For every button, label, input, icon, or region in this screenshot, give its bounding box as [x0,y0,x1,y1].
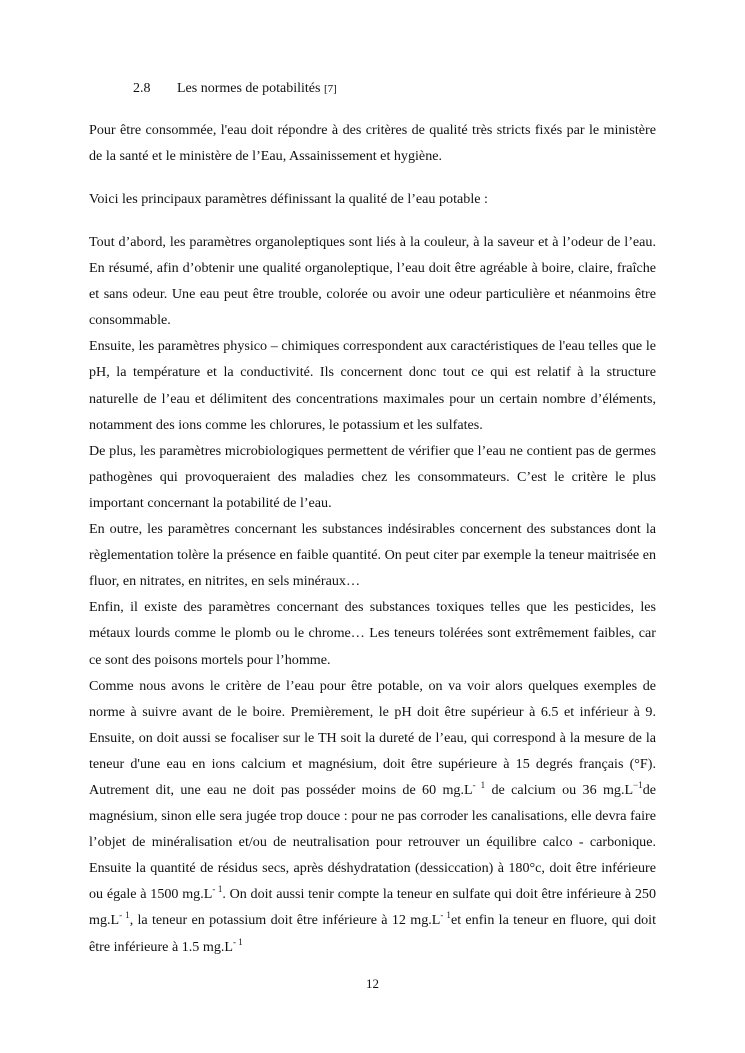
paragraph-lead: Voici les principaux paramètres définissant la qualité de l’eau potable : [89,191,488,207]
page-number: 12 [366,976,379,991]
unit-exponent: - 1 [233,936,243,947]
paragraph-physico-chemical: Ensuite, les paramètres physico – chimiques correspondent aux caractéristiques de l'eau telles que le pH, la température et la conductivité. Ils concernent donc tout ce qui est relatif à la structure naturelle de l’eau et délimitent des concentrations maximales pour un certain nombre d’éléments, notamment des ions comme les chlorures, le potassium et les sulfates. [89,338,656,433]
norms-text-5: , la teneur en potassium doit être inférieure à 12 mg.L [129,912,441,929]
norms-text-2: de calcium ou 36 mg.L [485,781,634,798]
norms-text-1: Comme nous avons le critère de l’eau pour être potable, on va voir alors quelques exemples de norme à suivre avant de le boire. Premièrement, le pH doit être supérieur à 6.5 et inférieur à 9. Ensuite, on doit aussi se focaliser sur le TH soit la dureté de l’eau, qui correspond à la mesure de la teneur d'une eau en ions calcium et magnésium, doit être supérieure à 15 degrés français (°F). Autrement dit, une eau ne doit pas posséder moins de 60 mg.L [89,677,656,798]
section-heading [133,80,337,98]
unit-exponent: −1 [633,779,643,790]
unit-exponent: - 1 [472,779,486,790]
section-title: Les normes de potabilités [177,81,321,96]
paragraph-toxic: Enfin, il existe des paramètres concernant des substances toxiques telles que les pesticides, les métaux lourds comme le plomb ou le chrome… Les teneurs tolérées sont extrêmement faibles, car ce sont des poisons mortels pour l’homme. [89,599,656,668]
norms-text-4: . On doit aussi tenir compte la teneur en sulfate qui doit être inférieure à 250 mg.L [89,886,657,929]
norms-text-6: et enfin la teneur en fluore, qui doit être inférieure à 1.5 mg.L [89,912,656,955]
unit-exponent: - 1 [119,910,130,921]
lead-block [89,186,656,212]
paragraph-undesirable: En outre, les paramètres concernant les substances indésirables concernent des substances dont la règlementation tolère la présence en faible quantité. On peut citer par exemple la teneur maitrisée en fluor, en nitrates, en nitrites, en sels minéraux… [89,521,656,590]
paragraph-microbiological: De plus, les paramètres microbiologiques permettent de vérifier que l’eau ne contient pas de germes pathogènes qui provoqueraient des maladies chez les consommateurs. C’est le critère le plus important concernant la potabilité de l’eau. [89,442,656,511]
paragraph-norms [89,673,656,960]
paragraph-organoleptic: Tout d’abord, les paramètres organoleptiques sont liés à la couleur, à la saveur et à l’odeur de l’eau. En résumé, afin d’obtenir une qualité organoleptique, l’eau doit être agréable à boire, claire, fraîche et sans odeur. Une eau peut être trouble, colorée ou avoir une odeur particulière et néanmoins être consommable. [89,234,656,329]
section-number: 2.8 [133,81,151,96]
paragraph-intro: Pour être consommée, l'eau doit répondre à des critères de qualité très stricts fixés par le ministère de la santé et le ministère de l’Eau, Assainissement et hygiène. [89,122,656,165]
intro-block [89,117,656,169]
norms-text-3: de magnésium, sinon elle sera jugée trop douce : pour ne pas corroder les canalisations, elle devra faire l’objet de minéralisation et/ou de neutralisation pour retrouver un équilibre calco - carbonique. Ensuite la quantité de résidus secs, après déshydratation (dessiccation) à 180°c, doit être inférieure ou égale à 1500 mg.L [89,781,656,903]
unit-exponent: - 1 [440,910,451,921]
section-reference: [7] [323,83,337,95]
unit-exponent: - 1 [212,884,223,895]
main-block [89,229,656,960]
